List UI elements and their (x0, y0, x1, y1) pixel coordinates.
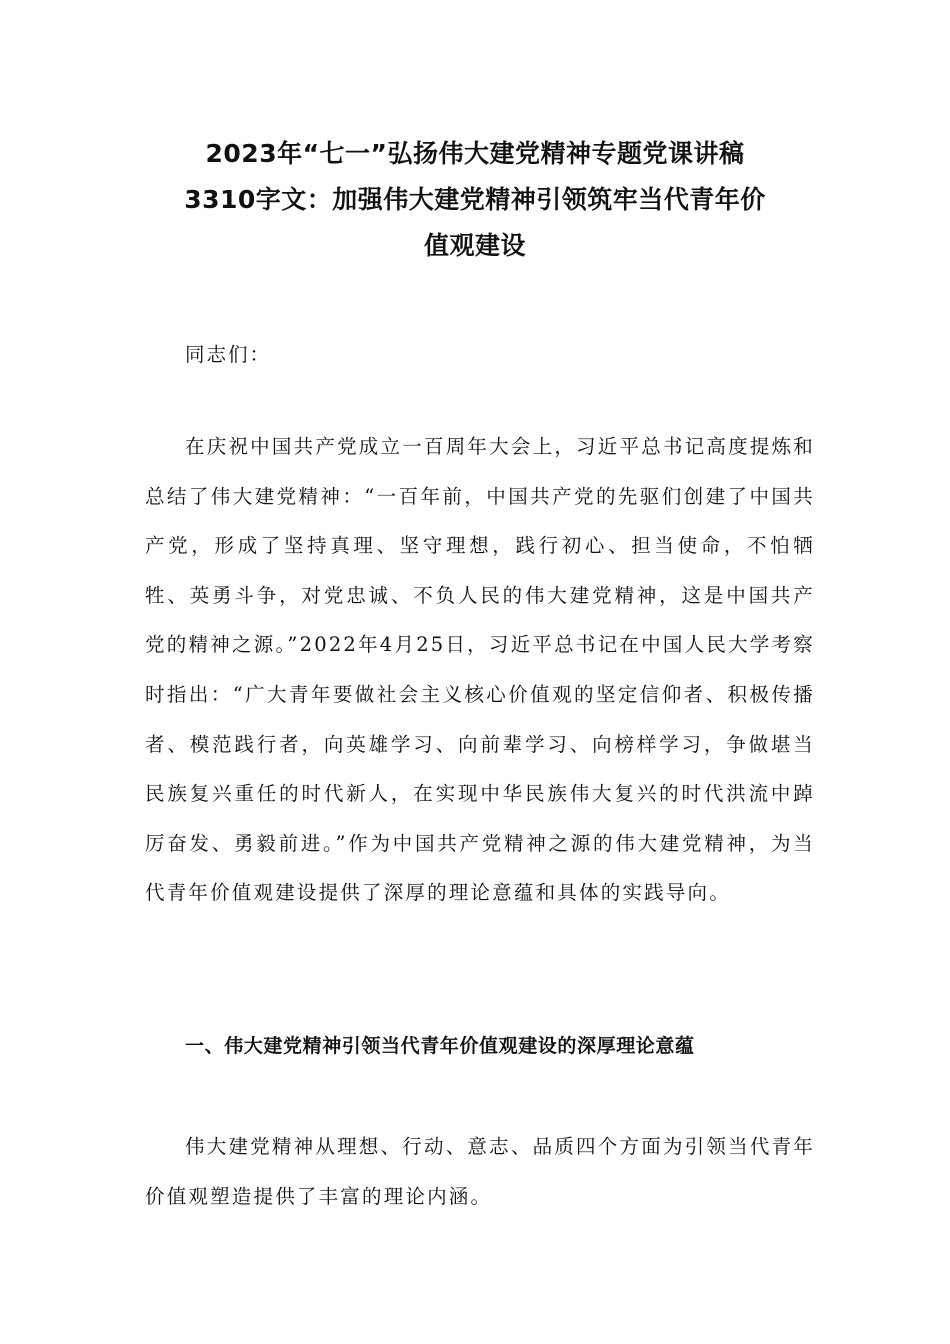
body-paragraph-2: 伟大建党精神从理想、行动、意志、品质四个方面为引领当代青年价值观塑造提供了丰富的理论内涵。 (145, 1135, 815, 1208)
section-heading-1: 一、伟大建党精神引领当代青年价值观建设的深厚理论意蕴 (185, 1035, 695, 1057)
title-line-2: 3310字文：加强伟大建党精神引领筑牢当代青年价 (184, 185, 766, 214)
salutation: 同志们： (185, 343, 272, 366)
title-line-1: 2023年“七一”弘扬伟大建党精神专题党课讲稿 (205, 139, 745, 168)
body-paragraph-1: 在庆祝中国共产党成立一百周年大会上，习近平总书记高度提炼和总结了伟大建党精神：“一百年前，中国共产党的先驱们创建了中国共产党，形成了坚持真理、坚守理想，践行初心、担当使命，不怕牺牲、英勇斗争，对党忠诚、不负人民的伟大建党精神，这是中国共产党的精神之源。”2022年4月25日，习近平总书记在中国人民大学考察时指出：“广大青年要做社会主义核心价值观的坚定信仰者、积极传播者、模范践行者，向英雄学习、向前辈学习、向榜样学习，争做堪当民族复兴重任的时代新人，在实现中华民族伟大复兴的时代洪流中踔厉奋发、勇毅前进。”作为中国共产党精神之源的伟大建党精神，为当代青年价值观建设提供了深厚的理论意蕴和具体的实践导向。 (145, 435, 815, 905)
document-title (120, 131, 830, 269)
title-line-3: 值观建设 (423, 231, 526, 260)
